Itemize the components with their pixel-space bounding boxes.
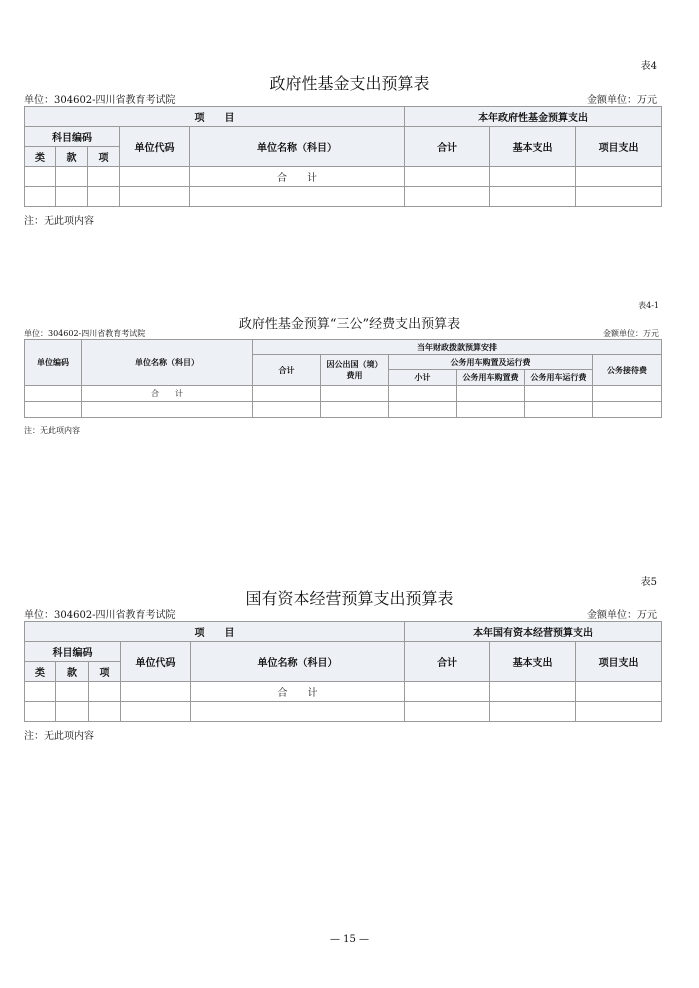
table-note: 注：无此项内容: [24, 426, 80, 435]
header-xiang: 项: [89, 662, 121, 682]
table-tag: 表4: [640, 61, 657, 72]
table-note: 注：无此项内容: [24, 731, 94, 742]
header-basic: 基本支出: [490, 642, 576, 682]
table-title: 国有资本经营预算支出预算表: [245, 589, 454, 608]
header-subtotal: 小计: [389, 370, 457, 386]
page-number: — 15 —: [329, 934, 370, 945]
total-row-label: 合 计: [82, 386, 253, 402]
header-project-exp: 项目支出: [576, 127, 662, 167]
amount-unit-label: 金额单位：万元: [587, 95, 657, 106]
header-fiscal-group: 当年财政拨款预算安排: [253, 340, 662, 355]
header-reception: 公务接待费: [593, 355, 662, 386]
header-unit-name: 单位名称（科目）: [191, 642, 405, 682]
header-unit-code: 单位代码: [121, 642, 191, 682]
table-row: [25, 682, 662, 702]
header-unit-code: 单位编码: [25, 340, 82, 386]
header-basic: 基本支出: [490, 127, 576, 167]
header-total: 合计: [253, 355, 321, 386]
header-unit-code: 单位代码: [120, 127, 190, 167]
header-subject-code: 科目编码: [25, 642, 121, 662]
table-note: 注：无此项内容: [24, 216, 94, 227]
budget-table: [24, 106, 662, 207]
header-vehicle-purchase: 公务用车购置费: [457, 370, 525, 386]
amount-unit-label: 金额单位：万元: [603, 329, 659, 338]
header-vehicle-group: 公务用车购置及运行费: [389, 355, 593, 370]
table-row: [25, 187, 662, 207]
header-kuan: 款: [56, 662, 89, 682]
header-project: 项 目: [25, 622, 405, 642]
table-tag: 表5: [640, 577, 657, 588]
state-capital-table: [24, 621, 662, 722]
table-row: [25, 386, 662, 402]
table-title: 政府性基金支出预算表: [269, 74, 430, 93]
header-budget-group: 本年国有资本经营预算支出: [405, 622, 662, 642]
table-title: 政府性基金预算“三公”经费支出预算表: [238, 317, 461, 332]
header-abroad: [321, 355, 389, 386]
unit-label: 单位：304602-四川省教育考试院: [24, 329, 146, 338]
header-kuan: 款: [56, 147, 88, 167]
total-row-label: 合 计: [190, 167, 405, 187]
table-row: [25, 702, 662, 722]
header-subject-code: 科目编码: [25, 127, 120, 147]
three-public-table: [24, 339, 662, 418]
header-total: 合计: [405, 642, 490, 682]
header-lei: 类: [25, 147, 56, 167]
header-xiang: 项: [88, 147, 120, 167]
header-budget-group: 本年政府性基金预算支出: [405, 107, 662, 127]
header-unit-name: 单位名称（科目）: [190, 127, 405, 167]
amount-unit-label: 金额单位：万元: [587, 610, 657, 621]
header-abroad-line2: 费用: [346, 370, 363, 380]
header-project: 项 目: [25, 107, 405, 127]
total-row-label: 合 计: [191, 682, 405, 702]
header-project-exp: 项目支出: [576, 642, 662, 682]
unit-label: 单位：304602-四川省教育考试院: [24, 610, 176, 621]
table-row: [25, 402, 662, 418]
unit-label: 单位：304602-四川省教育考试院: [24, 95, 176, 106]
header-vehicle-operation: 公务用车运行费: [525, 370, 593, 386]
header-lei: 类: [25, 662, 56, 682]
table-row: [25, 167, 662, 187]
header-total: 合计: [405, 127, 490, 167]
header-unit-name: 单位名称（科目）: [82, 340, 253, 386]
header-abroad-line1: 因公出国（境）: [326, 359, 383, 369]
table-tag: 表4-1: [638, 301, 659, 310]
